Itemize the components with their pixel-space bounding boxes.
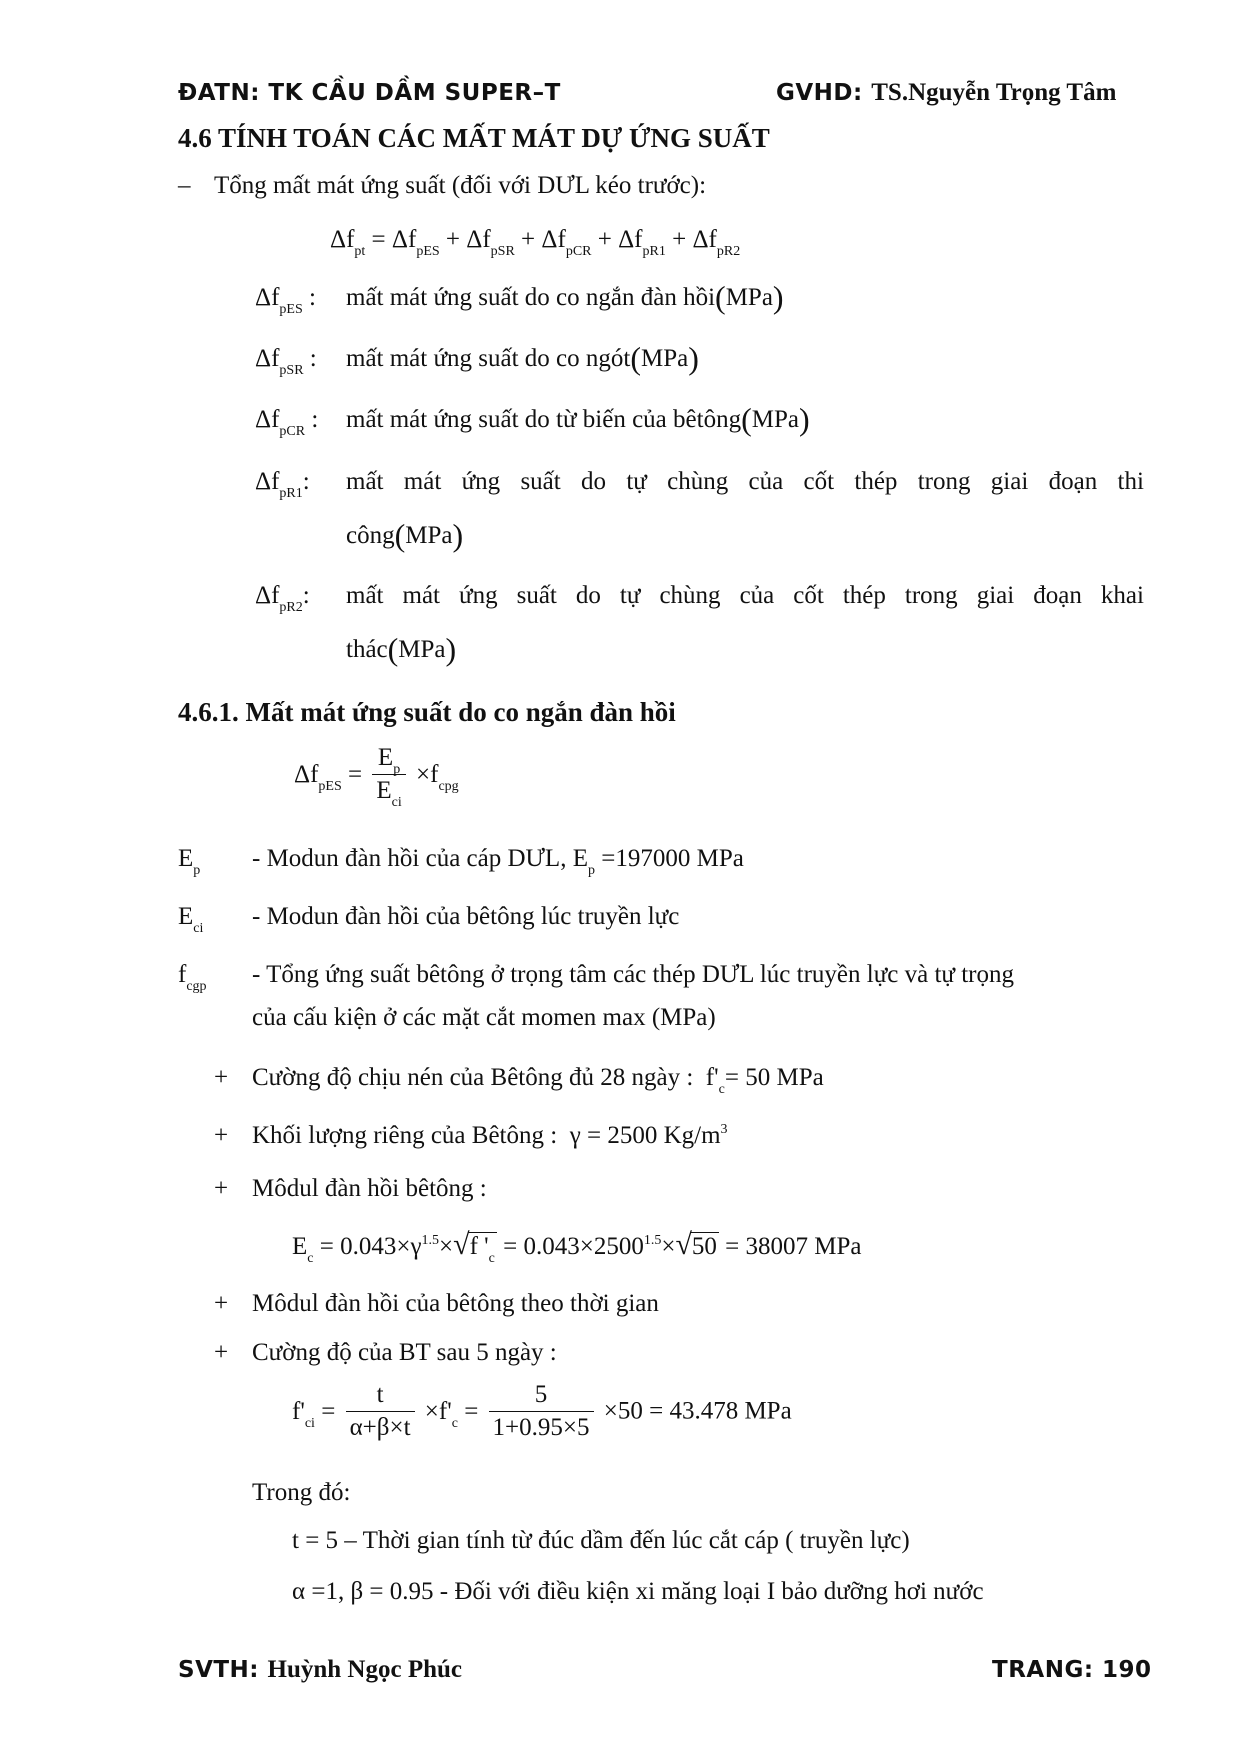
- subsection-title: 4.6.1. Mất mát ứng suất do co ngắn đàn hồi: [178, 697, 676, 727]
- intro-dash: –: [178, 172, 191, 199]
- eci-label: Môdul đàn hồi của bêtông theo thời gian: [252, 1290, 659, 1317]
- ec-label: Môdul đàn hồi bêtông :: [252, 1175, 487, 1202]
- def-symbol-pr2: $\Delta f_{pR2}$:: [255, 582, 310, 615]
- def-text-pcr: mất mát ứng suất do từ biến của bêtông(MPa): [346, 401, 810, 437]
- def-text-pr1: mất mát ứng suất do tự chùng của cốt thép trong giai đoạn thi: [346, 468, 1144, 495]
- header-right-prefix: GVHD:: [776, 80, 872, 106]
- footer-left-prefix: SVTH:: [178, 1657, 268, 1683]
- alpha-beta-definition: α =1, β = 0.95 - Đối với điều kiện xi măng loại I bảo dưỡng hơi nước: [292, 1578, 984, 1605]
- def-text-pr1-cont: công(MPa): [346, 517, 464, 553]
- def-symbol-pcr: $\Delta f_{pCR}$ :: [255, 406, 319, 439]
- var-fcgp-text: - Tổng ứng suất bêtông ở trọng tâm các thép DƯL lúc truyền lực và tự trọng: [252, 961, 1014, 988]
- def-text-psr: mất mát ứng suất do co ngót(MPa): [346, 340, 699, 376]
- page-number: TRANG: 190: [992, 1657, 1152, 1683]
- t-definition: t = 5 – Thời gian tính từ đúc dầm đến lúc cắt cáp ( truyền lực): [292, 1527, 910, 1554]
- footer-left: [178, 1656, 462, 1684]
- elastic-shortening-formula: $\Delta f_{pES}$ = $\frac{E_p}{E_{ci}}$ $\times f_{cpg}$: [294, 744, 459, 810]
- gamma-line: Khối lượng riêng của Bêtông : γ = 2500 $Kg/m^3$: [252, 1122, 728, 1149]
- def-symbol-pr1: $\Delta f_{pR1}$:: [255, 468, 310, 501]
- var-fcgp-symbol: $f_{cgp}$: [178, 961, 207, 994]
- fci-label: Cường độ của BT sau 5 ngày :: [252, 1339, 557, 1366]
- footer-student-name: Huỳnh Ngọc Phúc: [267, 1656, 462, 1683]
- var-eci-symbol: $E_{ci}$: [178, 903, 204, 936]
- header-left: ĐATN: TK CẦU DẦM SUPER–T: [178, 80, 561, 106]
- where-label: Trong đó:: [252, 1479, 351, 1506]
- def-text-pr2: mất mát ứng suất do tự chùng của cốt thép trong giai đoạn khai: [346, 582, 1144, 609]
- fci-formula: $f'_{ci}$ = $\frac{t}{\alpha+\beta\times t}$ $\times f'_c$ = $\frac{5}{1+0.95\times 5}$ ×50 = 43.478 MPa: [292, 1381, 792, 1441]
- bullet-plus: +: [214, 1122, 229, 1149]
- header-right: [776, 79, 1116, 107]
- def-symbol-pes: $\Delta f_{pES}$ :: [255, 284, 316, 317]
- bullet-plus: +: [214, 1175, 229, 1202]
- def-text-pes: mất mát ứng suất do co ngắn đàn hồi(MPa): [346, 279, 784, 315]
- section-title: 4.6 TÍNH TOÁN CÁC MẤT MÁT DỰ ỨNG SUẤT: [178, 123, 770, 153]
- header-advisor-name: TS.Nguyễn Trọng Tâm: [871, 79, 1117, 106]
- def-symbol-psr: $\Delta f_{pSR}$ :: [255, 345, 317, 378]
- ec-formula: $E_c = 0.043\times\gamma^{1.5}\times√f$ '$_c = 0.043\times 2500^{1.5}\times√50 = 38007$ MPa: [292, 1228, 862, 1266]
- var-ep-symbol: $E_p$: [178, 845, 201, 878]
- var-fcgp-text-cont: của cấu kiện ở các mặt cắt momen max (MPa): [252, 1004, 716, 1031]
- bullet-plus: +: [214, 1339, 229, 1366]
- bullet-plus: +: [214, 1290, 229, 1317]
- bullet-plus: +: [214, 1064, 229, 1091]
- fc-line: Cường độ chịu nén của Bêtông đủ 28 ngày : $f'_c= 50$ MPa: [252, 1064, 824, 1097]
- var-ep-text: - Modun đàn hồi của cáp DƯL, $E_p =197000$ MPa: [252, 845, 744, 878]
- def-text-pr2-cont: thác(MPa): [346, 631, 457, 667]
- total-loss-formula: $\Delta f_{pt} = \Delta f_{pES} + \Delta f_{pSR} + \Delta f_{pCR} + \Delta f_{pR1} + \Delta f_{pR2}$: [330, 226, 741, 259]
- var-eci-text: - Modun đàn hồi của bêtông lúc truyền lực: [252, 903, 680, 930]
- intro-text: Tổng mất mát ứng suất (đối với DƯL kéo trước):: [214, 172, 707, 199]
